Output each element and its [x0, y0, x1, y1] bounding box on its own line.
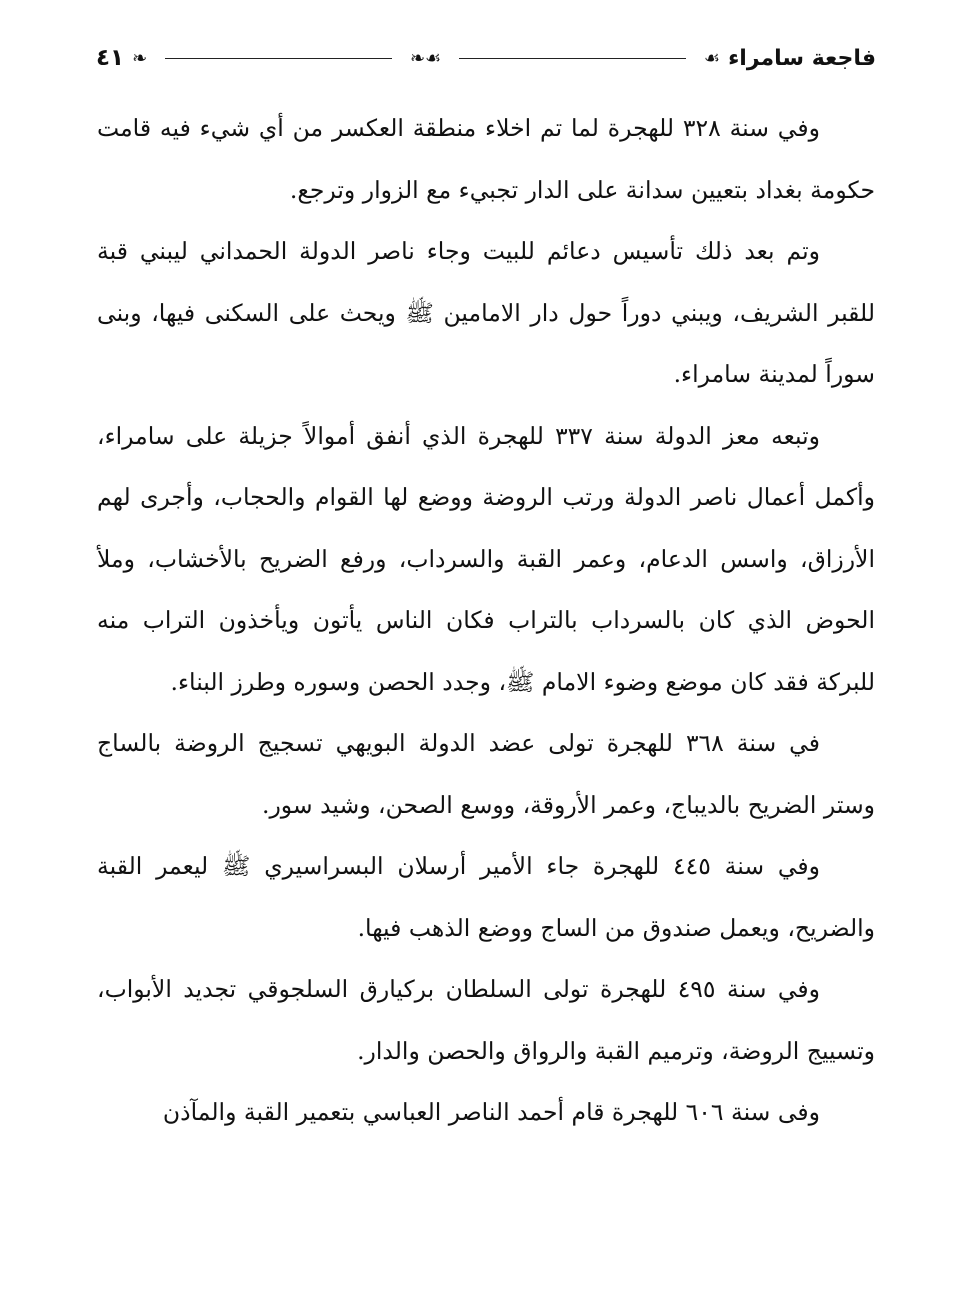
paragraph-6: وفي سنة ٤٩٥ للهجرة تولى السلطان بركيارق السلجوقي تجديد الأبواب، وتسييج الروضة، وترميم القبة والرواق والحصن والدار.	[97, 975, 875, 1065]
running-title: فاجعة سامراء	[728, 45, 876, 71]
left-ornament-icon: ❧	[132, 47, 148, 69]
page-number: ٤١	[96, 45, 125, 71]
paragraph-2: وتم بعد ذلك تأسيس دعائم للبيت وجاء ناصر الدولة الحمداني ليبني قبة للقبر الشريف، ويبني دوراً حول دار الامامين ﷺ ويحث على السكنى فيها، وبنى سوراً لمدينة سامراء.	[97, 237, 875, 388]
header-rule-right	[459, 58, 686, 59]
paragraph-3: وتبعه معز الدولة سنة ٣٣٧ للهجرة الذي أنفق أموالاً جزيلة على سامراء، وأكمل أعمال ناصر الدولة ورتب الروضة ووضع لها القوام والحجاب، وأجرى لهم الأرزاق، واسس الدعام، وعمر القبة والسرداب، ورفع الضريح بالأخشاب، وملأ الحوض الذي كان بالسرداب بالتراب فكان الناس يأتون ويأخذون التراب منه للبركة فقد كان موضع وضوء الامام ﷺ، وجدد الحصن وسوره وطرز البناء.	[97, 421, 875, 696]
paragraph-4: في سنة ٣٦٨ للهجرة تولى عضد الدولة البويهي تسجيج الروضة بالساج وستر الضريح بالديباج، وعمر الأروقة، ووسع الصحن، وشيد سور.	[97, 729, 875, 819]
paragraph-7: وفى سنة ٦٠٦ للهجرة قام أحمد الناصر العباسي بتعمير القبة والمآذن	[162, 1098, 820, 1126]
page-header	[96, 38, 876, 78]
right-ornament-icon: ☙	[703, 47, 721, 69]
page-body	[97, 98, 875, 1144]
paragraph-5: وفي سنة ٤٤٥ للهجرة جاء الأمير أرسلان البسراسيري ﷺ ليعمر القبة والضريح، ويعمل صندوق من الساج ووضع الذهب فيها.	[97, 852, 875, 942]
paragraph-1: وفي سنة ٣٢٨ للهجرة لما تم اخلاء منطقة العكسر من أي شيء فيه قامت حكومة بغداد بتعيين سدانة على الدار تجبيء مع الزوار وترجع.	[97, 114, 875, 204]
center-ornament-icon: ❧☙	[409, 47, 442, 69]
header-rule-left	[165, 58, 392, 59]
